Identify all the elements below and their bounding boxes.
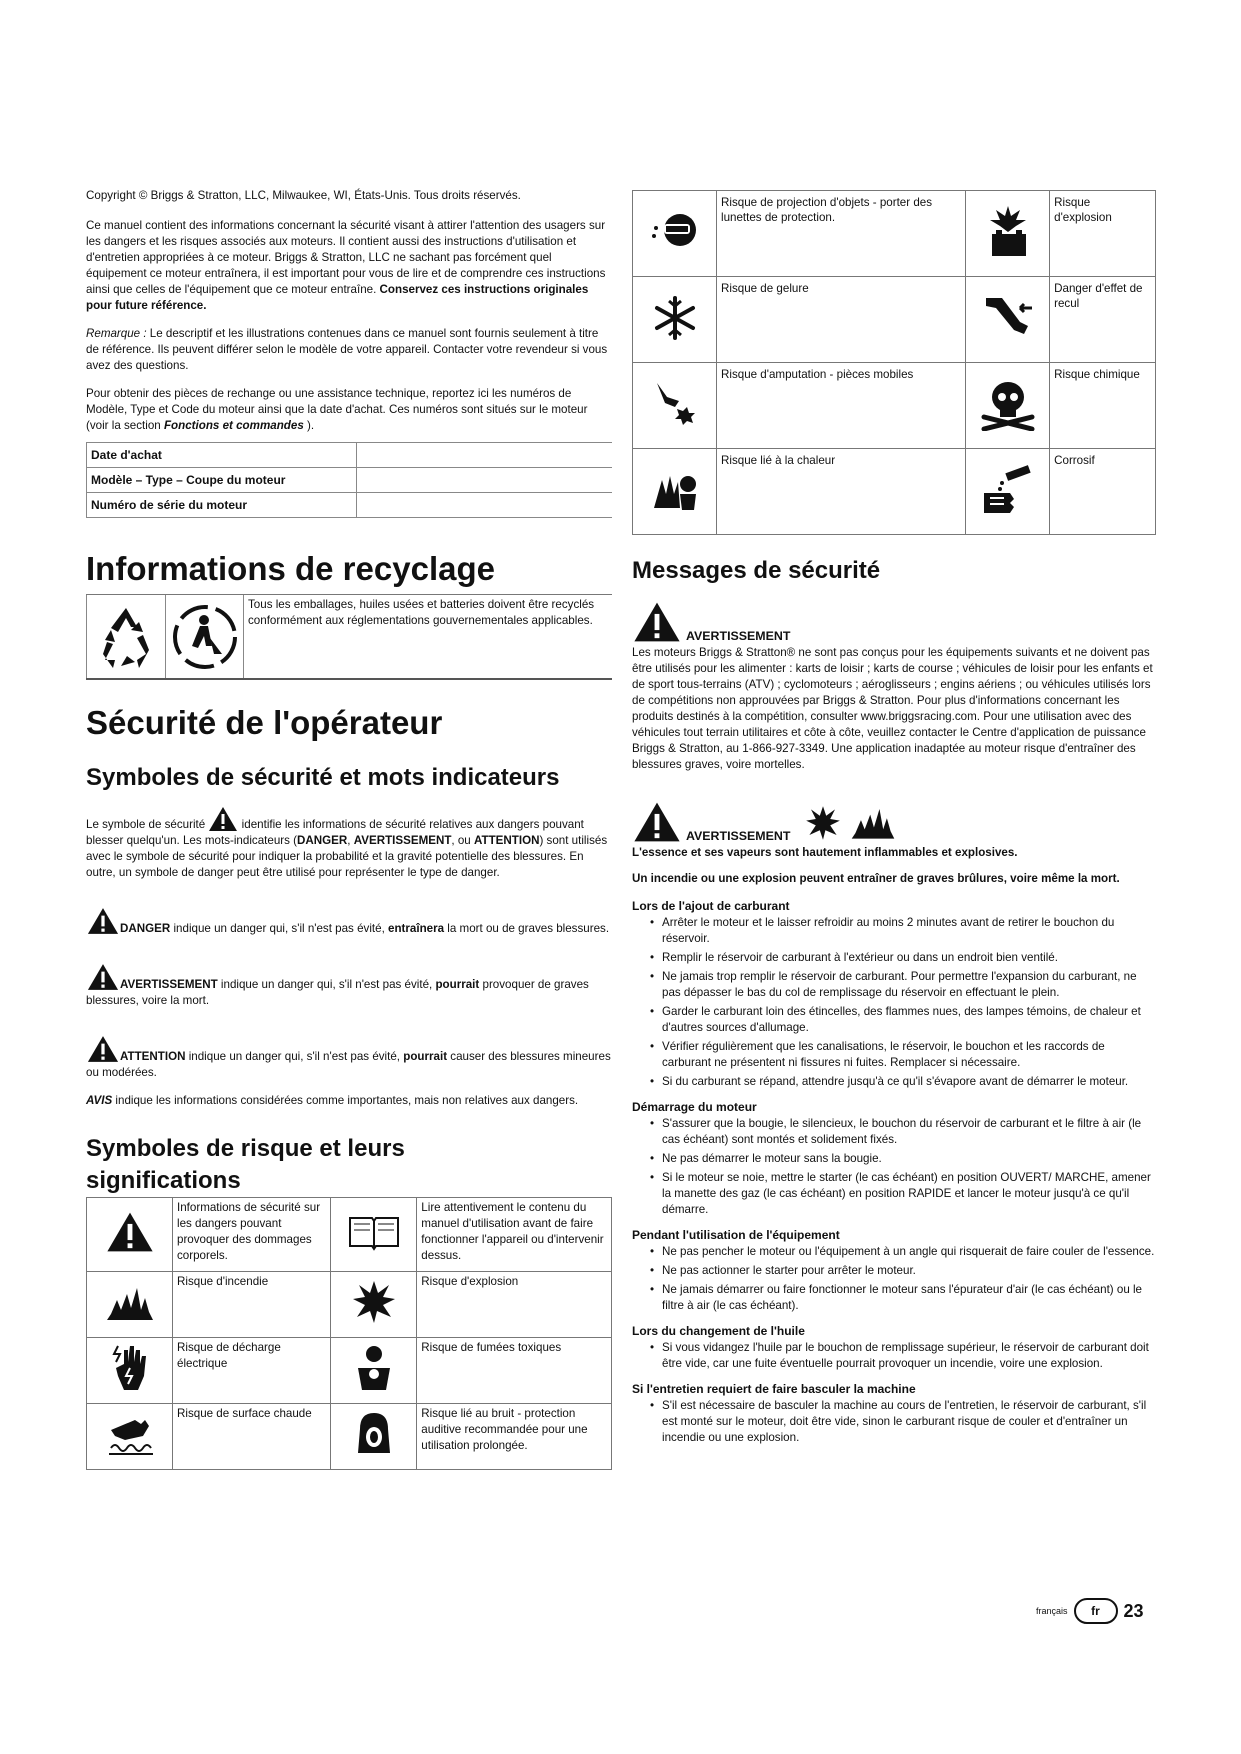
recycling-text: Tous les emballages, huiles usées et batteries doivent être recyclés conformément aux réglementations gouvernementales applicables. bbox=[248, 598, 595, 627]
oil-change-section: Lors du changement de l'huile • Si vous vidangez l'huile par le bouchon de remplissage supérieur, le réservoir de carburant doit être vide, car une fuite éventuelle pourrait provoquer un incendie, voire une explosion. bbox=[632, 1324, 1156, 1372]
toxic-fumes-icon bbox=[331, 1338, 417, 1404]
manual-icon bbox=[331, 1198, 417, 1272]
safety-alert-icon bbox=[208, 806, 238, 832]
tilting-section: Si l'entretien requiert de faire basculer la machine • S'il est nécessaire de basculer la machine au cours de l'entretien, le réservoir de carburant, s'il est monté sur le moteur, doit être vide, sinon le carburant risque de couler et d'entraîner un incendie ou une explosion. bbox=[632, 1382, 1156, 1446]
safety-messages-title: Messages de sécurité bbox=[632, 557, 881, 584]
safety-alert-icon bbox=[86, 1035, 120, 1063]
list-item: • Vérifier régulièrement que les canalisations, le réservoir, le bouchon et les raccords de carburant ne présentent ni fissures ni fuites. Remplacer si nécessaire. bbox=[650, 1039, 1156, 1071]
table-row: Risque lié à la chaleur Corrosif bbox=[633, 449, 1156, 535]
battery-explosion-icon bbox=[966, 191, 1050, 277]
list-item: • Garder le carburant loin des étincelles, des flammes nues, des lampes témoins, de chaleur et d'autres sources d'allumage. bbox=[650, 1004, 1156, 1036]
table-row: Risque de décharge électrique Risque de fumées toxiques bbox=[87, 1338, 612, 1404]
fuel-section: Lors de l'ajout de carburant • Arrêter le moteur et le laisser refroidir au moins 2 minutes avant de retirer le bouchon du réservoir. • Remplir le réservoir de carburant à l'extérieur ou dans un endroit bien ventilé. • Ne jamais trop remplir le réservoir de carburant. Pour permettre l'expansion du carburant, ne pas dépasser le bas du col de remplissage du réservoir en effectuant le plein. • Garder le carburant loin des étincelles, des flammes nues, des lampes témoins, de chaleur et d'autres sources d'allumage. • Vérifier régulièrement que les canalisations, le réservoir, le bouchon et les raccords de carburant ne présentent ni fissures ni fuites. Remplacer si nécessaire. • Si du carburant se répand, attendre jusqu'à ce qu'il s'évapore avant de démarrer le moteur. bbox=[632, 899, 1156, 1090]
table-row: Modèle – Type – Coupe du moteur bbox=[87, 468, 613, 493]
explosion-icon bbox=[802, 803, 844, 843]
list-item: • Arrêter le moteur et le laisser refroidir au moins 2 minutes avant de retirer le bouchon du réservoir. bbox=[650, 915, 1156, 947]
serial-number-field[interactable] bbox=[356, 493, 612, 518]
list-item: • Ne jamais démarrer ou faire fonctionner le moteur sans l'épurateur d'air (le cas échéant) ou le filtre à air (le cas échéant). bbox=[650, 1282, 1156, 1314]
hazard-symbols-title: Symboles de risque et leurs significations bbox=[86, 1135, 405, 1194]
table-row: Risque de projection d'objets - porter des lunettes de protection. Risque d'explosion bbox=[633, 191, 1156, 277]
fuel-warning-2: Un incendie ou une explosion peuvent entraîner de graves brûlures, voire même la mort. bbox=[632, 872, 1120, 885]
intro-paragraph: Ce manuel contient des informations concernant la sécurité visant à attirer l'attention des usagers sur les dangers et les risques associés aux moteurs. Il contient aussi des instructions d'utilisation et d'entretien appropriées à ce moteur. Briggs & Stratton, LLC ne sachant pas forcément quel équipement ce moteur entraînera, il est important pour vous de lire et de comprendre ces instructions ainsi que celles de l'équipement que ce moteur entraîne. Conservez ces instructions originales pour future référence. bbox=[86, 219, 606, 312]
page-number: 23 bbox=[1123, 1600, 1144, 1621]
note-paragraph: Remarque : Le descriptif et les illustrations contenues dans ce manuel sont fournis seulement à titre de référence. Ils peuvent différer selon le modèle de votre appareil. Contacter votre revendeur si vous avez des questions. bbox=[86, 327, 608, 372]
symbols-title: Symboles de sécurité et mots indicateurs bbox=[86, 764, 560, 791]
safety-alert-icon bbox=[632, 601, 682, 643]
model-type-field[interactable] bbox=[356, 468, 612, 493]
corrosive-icon bbox=[966, 449, 1050, 535]
purchase-info-table bbox=[86, 442, 612, 518]
list-item: • Ne pas démarrer le moteur sans la bougie. bbox=[650, 1151, 1156, 1167]
list-item: • Si le moteur se noie, mettre le starter (le cas échéant) en position OUVERT/ MARCHE, amener la manette des gaz (le cas échéant) en position RAPIDE et lancer le moteur jusqu'à ce qu'il démarre. bbox=[650, 1170, 1156, 1218]
page-footer bbox=[1036, 1598, 1144, 1624]
left-column bbox=[86, 188, 612, 1470]
recycling-title: Informations de recyclage bbox=[86, 550, 495, 587]
list-item: • Ne pas pencher le moteur ou l'équipement à un angle qui risquerait de faire couler de l'essence. bbox=[650, 1244, 1156, 1260]
operator-safety-title: Sécurité de l'opérateur bbox=[86, 704, 443, 741]
starting-section: Démarrage du moteur • S'assurer que la bougie, le silencieux, le bouchon du réservoir de carburant et le filtre à air (le cas échéant) sont montés et solidement fixés. • Ne pas démarrer le moteur sans la bougie. • Si le moteur se noie, mettre le starter (le cas échéant) en position OUVERT/ MARCHE, amener la manette des gaz (le cas échéant) en position RAPIDE et lancer le moteur jusqu'à ce qu'il démarre. bbox=[632, 1100, 1156, 1218]
fire-icon bbox=[848, 801, 898, 843]
heat-icon bbox=[633, 449, 717, 535]
language-badge: fr bbox=[1074, 1598, 1118, 1624]
notice-definition: AVIS indique les informations considérées comme importantes, mais non relatives aux dangers. bbox=[86, 1094, 579, 1107]
safety-alert-icon bbox=[86, 907, 120, 935]
hazard-table-continued bbox=[632, 190, 1156, 535]
language-label: français bbox=[1036, 1606, 1068, 1616]
list-item: • Remplir le réservoir de carburant à l'extérieur ou dans un endroit bien ventilé. bbox=[650, 950, 1156, 966]
table-row: Risque d'amputation - pièces mobiles Risque chimique bbox=[633, 363, 1156, 449]
table-row: Informations de sécurité sur les dangers pouvant provoquer des dommages corporels. Lire attentivement le contenu du manuel d'utilisation avant de faire fonctionner l'appareil ou d'intervenir dessus. bbox=[87, 1198, 612, 1272]
fuel-warning-1: L'essence et ses vapeurs sont hautement inflammables et explosives. bbox=[632, 846, 1018, 859]
table-row: Risque de gelure Danger d'effet de recul bbox=[633, 277, 1156, 363]
frost-icon bbox=[633, 277, 717, 363]
eye-protection-icon bbox=[633, 191, 717, 277]
warning-definition: AVERTISSEMENT indique un danger qui, s'il n'est pas évité, pourrait provoquer de graves blessures, voire la mort. bbox=[86, 963, 612, 1009]
hot-surface-icon bbox=[87, 1404, 173, 1470]
right-column bbox=[632, 190, 1156, 1449]
copyright: Copyright © Briggs & Stratton, LLC, Milwaukee, WI, États-Unis. Tous droits réservés. bbox=[86, 189, 521, 202]
list-item: • S'assurer que la bougie, le silencieux, le bouchon du réservoir de carburant et le filtre à air (le cas échéant) sont montés et solidement fixés. bbox=[650, 1116, 1156, 1148]
safety-alert-icon bbox=[86, 963, 120, 991]
table-row: Risque d'incendie Risque d'explosion bbox=[87, 1272, 612, 1338]
operating-section: Pendant l'utilisation de l'équipement • Ne pas pencher le moteur ou l'équipement à un angle qui risquerait de faire couler de l'essence. • Ne pas actionner le starter pour arrêter le moteur. • Ne jamais démarrer ou faire fonctionner le moteur sans l'épurateur d'air (le cas échéant) ou le filtre à air (le cas échéant). bbox=[632, 1228, 1156, 1314]
chemical-icon bbox=[966, 363, 1050, 449]
list-item: • Ne jamais trop remplir le réservoir de carburant. Pour permettre l'expansion du carburant, ne pas dépasser le bas du col de remplissage du réservoir en effectuant le plein. bbox=[650, 969, 1156, 1001]
fire-icon bbox=[87, 1272, 173, 1338]
purchase-date-field[interactable] bbox=[356, 443, 612, 468]
list-item: • Ne pas actionner le starter pour arrêter le moteur. bbox=[650, 1263, 1156, 1279]
parts-paragraph: Pour obtenir des pièces de rechange ou une assistance technique, reportez ici les numéros de Modèle, Type et Code du moteur ainsi que la date d'achat. Ces numéros sont situés sur le moteur (voir la section Fonctions et commandes ). bbox=[86, 387, 588, 432]
warning-header-2: AVERTISSEMENT bbox=[632, 801, 1156, 843]
safety-alert-icon bbox=[87, 1198, 173, 1272]
dispose-properly-icon bbox=[166, 595, 244, 678]
hazard-table bbox=[86, 1197, 612, 1470]
list-item: • Si du carburant se répand, attendre jusqu'à ce qu'il s'évapore avant de démarrer le moteur. bbox=[650, 1074, 1156, 1090]
recycle-icon bbox=[86, 595, 166, 678]
list-item: • S'il est nécessaire de basculer la machine au cours de l'entretien, le réservoir de carburant, s'il est monté sur le moteur, doit être vide, sinon le carburant risque de couler et d'entraîner un incendie ou une explosion. bbox=[650, 1398, 1156, 1446]
table-row: Date d'achat bbox=[87, 443, 613, 468]
caution-definition: ATTENTION indique un danger qui, s'il n'est pas évité, pourrait causer des blessures mineures ou modérées. bbox=[86, 1035, 612, 1081]
list-item: • Si vous vidangez l'huile par le bouchon de remplissage supérieur, le réservoir de carburant doit être vide, car une fuite éventuelle pourrait provoquer un incendie, voire une explosion. bbox=[650, 1340, 1156, 1372]
amputation-icon bbox=[633, 363, 717, 449]
safety-alert-icon bbox=[632, 801, 682, 843]
recycling-box bbox=[86, 594, 612, 680]
table-row: Risque de surface chaude Risque lié au bruit - protection auditive recommandée pour une utilisation prolongée. bbox=[87, 1404, 612, 1470]
warning-1-text: Les moteurs Briggs & Stratton® ne sont pas conçus pour les équipements suivants et ne doivent pas être utilisés pour les alimenter : karts de loisir ; karts de course ; véhicules de loisir pour les enfants et de sport tous-terrains (ATV) ; cyclomoteurs ; aéroglisseurs ; engins aériens ; ou véhicules utilisés lors de compétitions non approuvées par Briggs & Stratton. Pour plus d'informations concernant les produits destinés à la compétition, consulter www.briggsracing.com. Pour une utilisation avec des véhicules tout terrain utilitaires et côte à côte, veuillez contacter le Centre d'application de puissance Briggs & Stratton, au 1-866-927-3349. Une application inadaptée au moteur risque d'entraîner des blessures graves, voire mortelles. bbox=[632, 646, 1153, 771]
hearing-protection-icon bbox=[331, 1404, 417, 1470]
explosion-icon bbox=[331, 1272, 417, 1338]
warning-header-1: AVERTISSEMENT bbox=[632, 601, 1156, 643]
table-row: Numéro de série du moteur bbox=[87, 493, 613, 518]
kickback-icon bbox=[966, 277, 1050, 363]
danger-definition: DANGER indique un danger qui, s'il n'est pas évité, entraînera la mort ou de graves blessures. bbox=[86, 907, 612, 937]
symbols-paragraph: Le symbole de sécurité identifie les informations de sécurité relatives aux dangers pouvant blesser quelqu'un. Les mots-indicateurs (DANGER, AVERTISSEMENT, ou ATTENTION) sont utilisés avec le symbole de sécurité pour indiquer la probabilité et la gravité potentielle des blessures. En outre, un symbole de danger peut être utilisé pour représenter le type de danger. bbox=[86, 806, 612, 881]
electric-shock-icon bbox=[87, 1338, 173, 1404]
